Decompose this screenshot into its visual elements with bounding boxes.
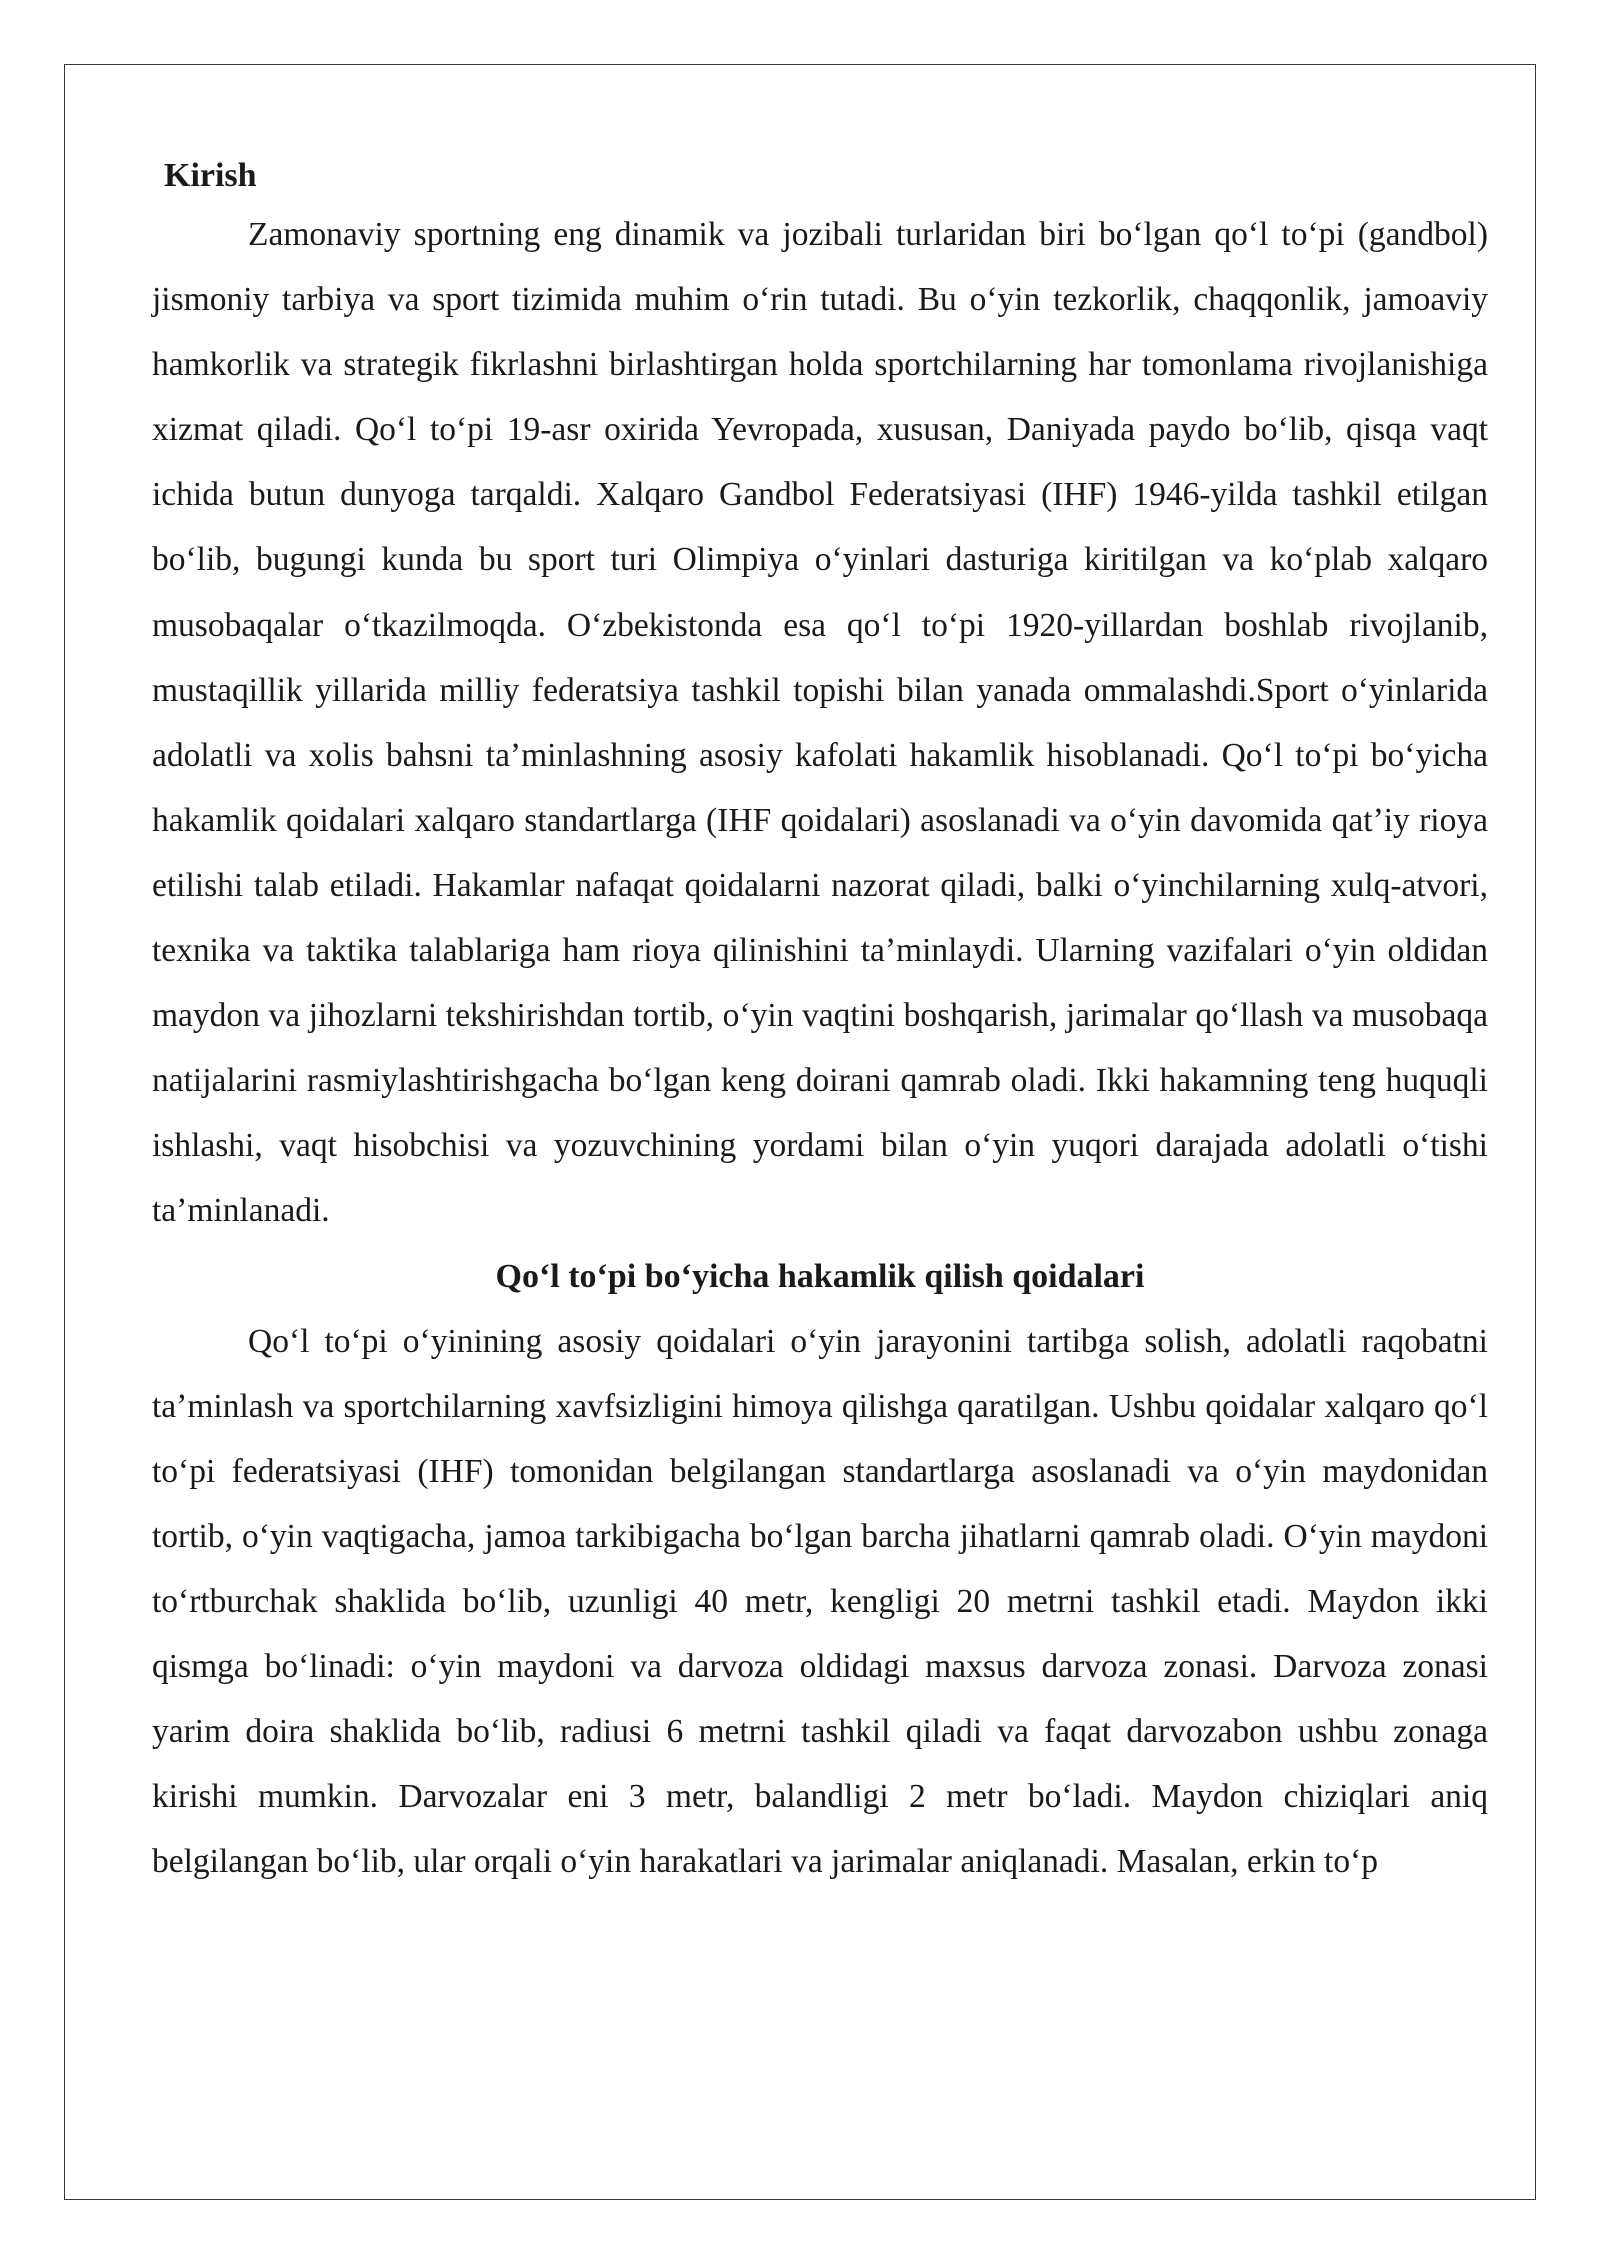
section-heading-introduction: Kirish bbox=[164, 157, 257, 194]
paragraph-introduction: Zamonaviy sportning eng dinamik va jozibali turlaridan biri boʻlgan qoʻl toʻpi (gandbol) jismoniy tarbiya va sport tizimida muhim oʻrin tutadi. Bu oʻyin tezkorlik, chaqqonlik, jamoaviy hamkorlik va strategik fikrlashni birlashtirgan holda sportchilarning har tomonlama rivojlanishiga xizmat qiladi. Qoʻl toʻpi 19-asr oxirida Yevropada, xususan, Daniyada paydo boʻlib, qisqa vaqt ichida butun dunyoga tarqaldi. Xalqaro Gandbol Federatsiyasi (IHF) 1946-yilda tashkil etilgan boʻlib, bugungi kunda bu sport turi Olimpiya oʻyinlari dasturiga kiritilgan va koʻplab xalqaro musobaqalar oʻtkazilmoqda. Oʻzbekistonda esa qoʻl toʻpi 1920-yillardan boshlab rivojlanib, mustaqillik yillarida milliy federatsiya tashkil topishi bilan yanada ommalashdi.Sport oʻyinlarida adolatli va xolis bahsni taʼminlashning asosiy kafolati hakamlik hisoblanadi. Qoʻl toʻpi boʻyicha hakamlik qoidalari xalqaro standartlarga (IHF qoidalari) asoslanadi va oʻyin davomida qatʼiy rioya etilishi talab etiladi. Hakamlar nafaqat qoidalarni nazorat qiladi, balki oʻyinchilarning xulq-atvori, texnika va taktika talablariga ham rioya qilinishini taʼminlaydi. Ularning vazifalari oʻyin oldidan maydon va jihozlarni tekshirishdan tortib, oʻyin vaqtini boshqarish, jarimalar qoʻllash va musobaqa natijalarini rasmiylashtirishgacha boʻlgan keng doirani qamrab oladi. Ikki hakamning teng huquqli ishlashi, vaqt hisobchisi va yozuvchining yordami bilan oʻyin yuqori darajada adolatli oʻtishi taʼminlanadi. bbox=[152, 216, 1488, 1230]
document-body bbox=[152, 150, 1488, 1894]
paragraph-rules: Qoʻl toʻpi oʻyinining asosiy qoidalari oʻyin jarayonini tartibga solish, adolatli raqobatni taʼminlash va sportchilarning xavfsizligini himoya qilishga qaratilgan. Ushbu qoidalar xalqaro qoʻl toʻpi federatsiyasi (IHF) tomonidan belgilangan standartlarga asoslanadi va oʻyin maydonidan tortib, oʻyin vaqtigacha, jamoa tarkibigacha boʻlgan barcha jihatlarni qamrab oladi. Oʻyin maydoni toʻrtburchak shaklida boʻlib, uzunligi 40 metr, kengligi 20 metrni tashkil etadi. Maydon ikki qismga boʻlinadi: oʻyin maydoni va darvoza oldidagi maxsus darvoza zonasi. Darvoza zonasi yarim doira shaklida boʻlib, radiusi 6 metrni tashkil qiladi va faqat darvozabon ushbu zonaga kirishi mumkin. Darvozalar eni 3 metr, balandligi 2 metr boʻladi. Maydon chiziqlari aniq belgilangan boʻlib, ular orqali oʻyin harakatlari va jarimalar aniqlanadi. Masalan, erkin toʻp bbox=[152, 1322, 1488, 1881]
section-heading-refereeing-rules: Qoʻl toʻpi boʻyicha hakamlik qilish qoidalari bbox=[495, 1257, 1145, 1295]
